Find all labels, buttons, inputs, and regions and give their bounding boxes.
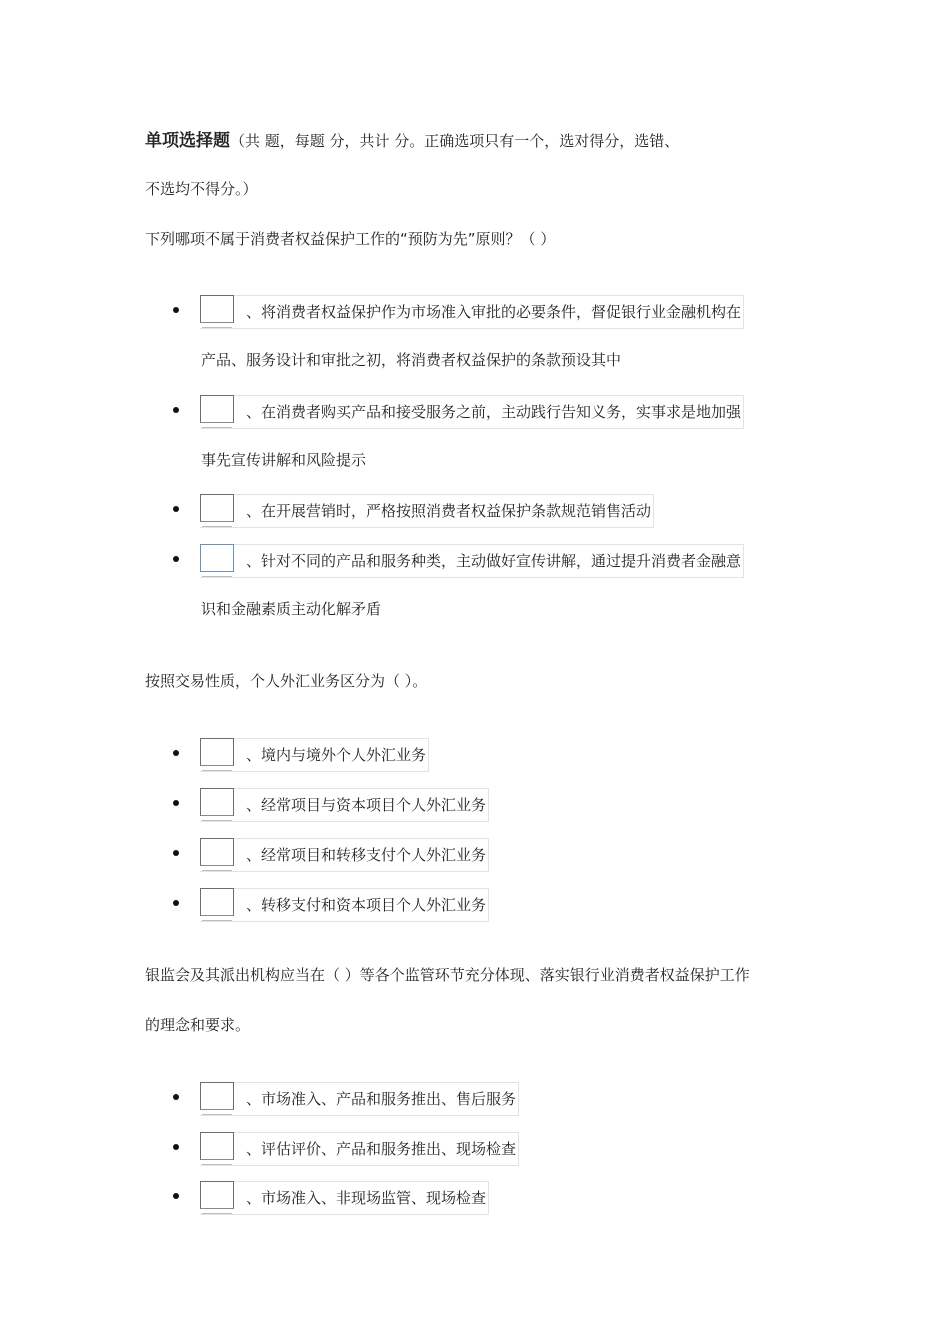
section-instructions: （共 题，每题 分，共计 分。正确选项只有一个，选对得分，选错、 bbox=[230, 132, 680, 150]
q2-option-d-checkbox[interactable] bbox=[200, 888, 234, 916]
question-2-stem: 按照交易性质，个人外汇业务区分为（ ）。 bbox=[145, 672, 428, 690]
bullet-icon bbox=[173, 506, 179, 512]
bullet-icon bbox=[173, 407, 179, 413]
bullet-icon bbox=[173, 307, 179, 313]
q1-option-d-checkbox[interactable] bbox=[200, 544, 234, 572]
q1-option-d-cont: 识和金融素质主动化解矛盾 bbox=[201, 600, 382, 618]
bullet-icon bbox=[173, 800, 179, 806]
option-text: 、在开展营销时，严格按照消费者权益保护条款规范销售活动 bbox=[200, 494, 654, 528]
q1-option-b-cont: 事先宣传讲解和风险提示 bbox=[201, 451, 367, 469]
q1-option-b-checkbox[interactable] bbox=[200, 395, 234, 423]
option-text: 、将消费者权益保护作为市场准入审批的必要条件，督促银行业金融机构在 bbox=[200, 295, 744, 329]
q2-option-b-checkbox[interactable] bbox=[200, 788, 234, 816]
q2-option-a-checkbox[interactable] bbox=[200, 738, 234, 766]
option-text: 、在消费者购买产品和接受服务之前，主动践行告知义务，实事求是地加强 bbox=[200, 395, 744, 429]
option-text: 、评估评价、产品和服务推出、现场检查 bbox=[200, 1132, 519, 1166]
option-text: 、市场准入、产品和服务推出、售后服务 bbox=[200, 1082, 519, 1116]
option-text: 、经常项目与资本项目个人外汇业务 bbox=[200, 788, 489, 822]
q1-option-a-checkbox[interactable] bbox=[200, 295, 234, 323]
bullet-icon bbox=[173, 900, 179, 906]
section-instructions-cont: 不选均不得分。） bbox=[145, 180, 258, 198]
bullet-icon bbox=[173, 1094, 179, 1100]
option-text: 、转移支付和资本项目个人外汇业务 bbox=[200, 888, 489, 922]
q3-option-b-checkbox[interactable] bbox=[200, 1132, 234, 1160]
q1-option-c-checkbox[interactable] bbox=[200, 494, 234, 522]
question-1-stem: 下列哪项不属于消费者权益保护工作的“预防为先”原则？（ ） bbox=[145, 230, 556, 248]
option-text: 、市场准入、非现场监管、现场检查 bbox=[200, 1181, 489, 1215]
question-3-stem-cont: 的理念和要求。 bbox=[145, 1016, 251, 1034]
bullet-icon bbox=[173, 750, 179, 756]
question-3-stem: 银监会及其派出机构应当在（ ）等各个监管环节充分体现、落实银行业消费者权益保护工作 bbox=[145, 966, 750, 984]
option-text: 、针对不同的产品和服务种类，主动做好宣传讲解，通过提升消费者金融意 bbox=[200, 544, 744, 578]
q3-option-c-checkbox[interactable] bbox=[200, 1181, 234, 1209]
option-text: 、经常项目和转移支付个人外汇业务 bbox=[200, 838, 489, 872]
bullet-icon bbox=[173, 556, 179, 562]
q2-option-c-checkbox[interactable] bbox=[200, 838, 234, 866]
bullet-icon bbox=[173, 1144, 179, 1150]
option-text: 、境内与境外个人外汇业务 bbox=[200, 738, 429, 772]
bullet-icon bbox=[173, 850, 179, 856]
q1-option-a-cont: 产品、服务设计和审批之初，将消费者权益保护的条款预设其中 bbox=[201, 351, 622, 369]
section-header bbox=[145, 126, 679, 151]
q3-option-a-checkbox[interactable] bbox=[200, 1082, 234, 1110]
bullet-icon bbox=[173, 1193, 179, 1199]
section-title: 单项选择题 bbox=[145, 131, 230, 151]
